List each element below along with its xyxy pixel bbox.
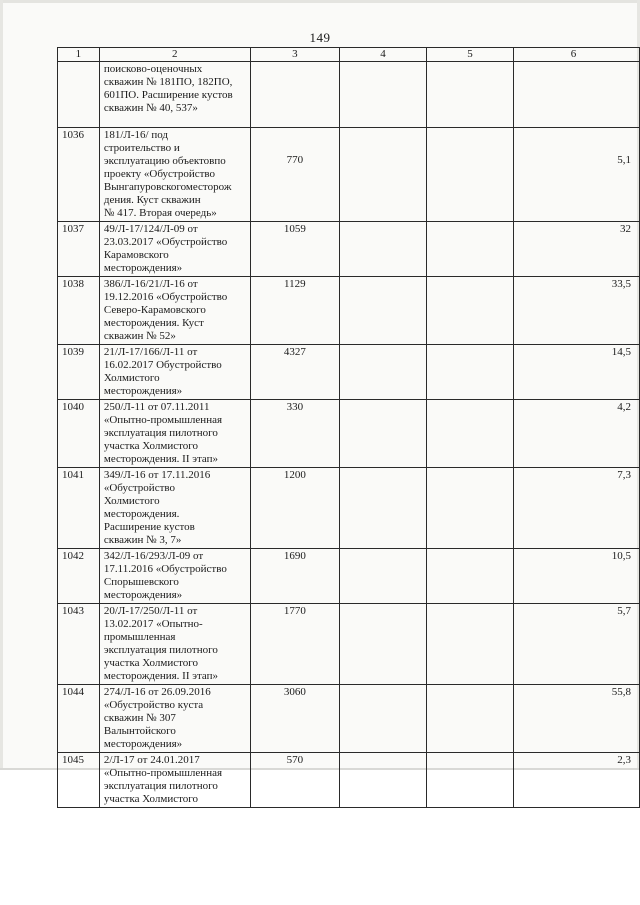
row-value-5: [427, 604, 514, 685]
row-description: 181/Л-16/ под строительство и эксплуатацию объектовпо проекту «Обустройство Вынгапуровскогоместорож дения. Куст скважин № 417. Вторая очередь»: [99, 128, 250, 222]
row-value-3: 1770: [250, 604, 339, 685]
row-number: 1045: [58, 753, 100, 808]
row-number: 1041: [58, 468, 100, 549]
table-row: [58, 222, 640, 277]
row-value-5: [427, 753, 514, 808]
header-row: [58, 48, 640, 62]
row-value-5: [427, 128, 514, 222]
register-table: [57, 47, 640, 808]
row-value-5: [427, 685, 514, 753]
table-row: [58, 62, 640, 128]
row-value-4: [339, 685, 426, 753]
row-description: поисково-оценочных скважин № 181ПО, 182ПО, 601ПО. Расширение кустов скважин № 40, 537»: [99, 62, 250, 128]
page-number: 149: [309, 30, 331, 45]
row-value-6: 5,7: [514, 604, 640, 685]
row-value-5: [427, 400, 514, 468]
row-value-3: 1200: [250, 468, 339, 549]
header-col-4: 4: [339, 48, 426, 62]
table-row: [58, 753, 640, 808]
row-description: 49/Л-17/124/Л-09 от 23.03.2017 «Обустройство Карамовского месторождения»: [99, 222, 250, 277]
row-value-3: 3060: [250, 685, 339, 753]
row-value-6: 2,3: [514, 753, 640, 808]
header-col-3: 3: [250, 48, 339, 62]
table-row: [58, 604, 640, 685]
row-value-4: [339, 277, 426, 345]
row-value-3: 1690: [250, 549, 339, 604]
row-value-4: [339, 222, 426, 277]
row-value-6: 10,5: [514, 549, 640, 604]
row-value-5: [427, 549, 514, 604]
row-description: 386/Л-16/21/Л-16 от 19.12.2016 «Обустройство Северо-Карамовского месторождения. Куст скважин № 52»: [99, 277, 250, 345]
row-description: 349/Л-16 от 17.11.2016 «Обустройство Холмистого месторождения. Расширение кустов скважин № 3, 7»: [99, 468, 250, 549]
row-value-3: [250, 62, 339, 128]
row-value-6: 55,8: [514, 685, 640, 753]
row-description: 2/Л-17 от 24.01.2017 «Опытно-промышленная эксплуатация пилотного участка Холмистого: [99, 753, 250, 808]
row-number: 1044: [58, 685, 100, 753]
table-row: [58, 128, 640, 222]
row-value-4: [339, 604, 426, 685]
row-description: 274/Л-16 от 26.09.2016 «Обустройство куста скважин № 307 Валынтойского месторождения»: [99, 685, 250, 753]
row-number: 1043: [58, 604, 100, 685]
row-number: 1037: [58, 222, 100, 277]
row-value-5: [427, 222, 514, 277]
row-description: 250/Л-11 от 07.11.2011 «Опытно-промышленная эксплуатация пилотного участка Холмистого месторождения. II этап»: [99, 400, 250, 468]
table-row: [58, 468, 640, 549]
row-value-3: 1129: [250, 277, 339, 345]
row-description: 21/Л-17/166/Л-11 от 16.02.2017 Обустройство Холмистого месторождения»: [99, 345, 250, 400]
row-value-3: 1059: [250, 222, 339, 277]
row-value-4: [339, 62, 426, 128]
row-number: 1039: [58, 345, 100, 400]
row-number: 1038: [58, 277, 100, 345]
row-description: 342/Л-16/293/Л-09 от 17.11.2016 «Обустройство Спорышевского месторождения»: [99, 549, 250, 604]
row-value-3: 330: [250, 400, 339, 468]
scan-left-edge: [0, 0, 3, 768]
row-value-3: 770: [250, 128, 339, 222]
header-col-6: 6: [514, 48, 640, 62]
row-value-4: [339, 400, 426, 468]
row-value-4: [339, 753, 426, 808]
row-value-6: 4,2: [514, 400, 640, 468]
row-value-4: [339, 345, 426, 400]
table-row: [58, 685, 640, 753]
row-number: 1036: [58, 128, 100, 222]
row-value-5: [427, 62, 514, 128]
table-row: [58, 345, 640, 400]
header-col-5: 5: [427, 48, 514, 62]
table-row: [58, 549, 640, 604]
row-value-5: [427, 468, 514, 549]
table-row: [58, 277, 640, 345]
row-value-3: 570: [250, 753, 339, 808]
row-number: 1042: [58, 549, 100, 604]
row-value-6: [514, 62, 640, 128]
table-row: [58, 400, 640, 468]
row-value-4: [339, 549, 426, 604]
header-col-2: 2: [99, 48, 250, 62]
row-value-6: 33,5: [514, 277, 640, 345]
row-value-6: 5,1: [514, 128, 640, 222]
row-value-4: [339, 468, 426, 549]
row-value-6: 14,5: [514, 345, 640, 400]
row-number: [58, 62, 100, 128]
row-value-5: [427, 345, 514, 400]
row-value-4: [339, 128, 426, 222]
row-value-3: 4327: [250, 345, 339, 400]
row-value-6: 7,3: [514, 468, 640, 549]
row-value-5: [427, 277, 514, 345]
row-description: 20/Л-17/250/Л-11 от 13.02.2017 «Опытно- промышленная эксплуатация пилотного участка Холмистого месторождения. II этап»: [99, 604, 250, 685]
header-col-1: 1: [58, 48, 100, 62]
row-number: 1040: [58, 400, 100, 468]
scan-top-edge: [0, 0, 640, 3]
row-value-6: 32: [514, 222, 640, 277]
